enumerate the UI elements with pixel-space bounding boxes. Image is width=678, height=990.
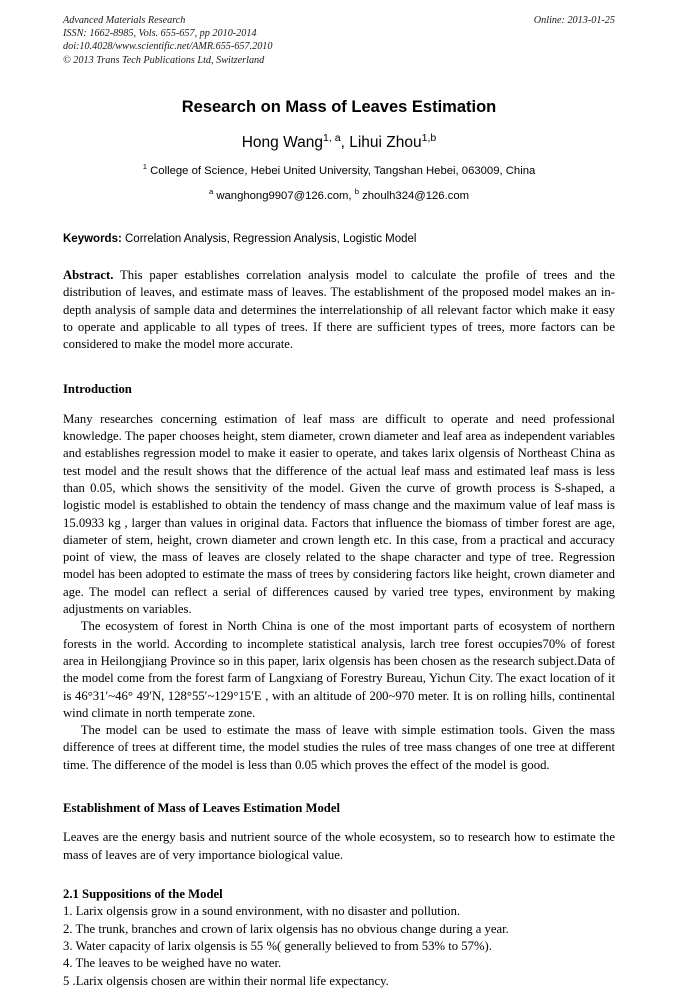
email-b[interactable]: zhoulh324@126.com	[358, 190, 470, 202]
list-item: 3. Water capacity of larix olgensis is 55 %( generally believed to from 53% to 57%).	[63, 939, 492, 954]
keywords-label: Keywords:	[63, 233, 122, 245]
email-marker-b: b	[354, 187, 359, 197]
introduction-paragraph-1: Many researches concerning estimation of leaf mass are difficult to operate and need professional knowledge. The paper chooses height, stem diameter, crown diameter and leaf area as independent variables and establishes regression model to make it easier to operate, and takes larix olgensis of Northeast China as test model and the result shows that the difference of the actual leaf mass and estimated leaf mass is less than 0.05, which shows the sensitivity of the model. Given the curve of growth process is S-shaped, a logistic model is established to obtain the tendency of mass change and the maximum value of leaf mass is 15.0933 kg , larger than values in original data. Factors that influence the biomass of timber forest are age, diameter of stem, height, crown diameter and crown length etc. In this case, from a practical and accuracy point of view, the mass of leaves are closely related to the shape character and type of tree. Regression model has been adopted to estimate the mass of trees by considering factors like height, crown diameter and age. The model can reflect a serial of differences caused by varied tree types, environment by making adjustments on variables.	[63, 411, 615, 617]
keywords-line	[63, 232, 615, 247]
journal-header	[63, 14, 615, 70]
author-separator: ,	[340, 134, 350, 151]
journal-header-left	[63, 14, 483, 67]
author-sup-2: 1,b	[421, 131, 437, 144]
issn-line: ISSN: 1662-8985, Vols. 655-657, pp 2010-2014	[63, 28, 257, 40]
affiliation-line	[63, 163, 615, 179]
list-item: 4. The leaves to be weighed have no water.	[63, 956, 282, 971]
online-date: Online: 2013-01-25	[533, 15, 615, 26]
keywords-value: Correlation Analysis, Regression Analysis, Logistic Model	[121, 233, 417, 245]
copyright-line: © 2013 Trans Tech Publications Ltd, Switzerland	[63, 54, 265, 66]
page-content	[63, 14, 615, 990]
affiliation-text: College of Science, Hebei United University, Tangshan Hebei, 063009, China	[146, 165, 536, 177]
introduction-paragraph-3: The model can be used to estimate the mass of leave with simple estimation tools. Given the mass difference of trees at different time, the model studies the rules of tree mass changes of one tree at different time. The difference of the model is less than 0.05 which proves the effect of the model is good.	[63, 723, 615, 772]
journal-name: Advanced Materials Research	[63, 15, 186, 26]
list-item: 1. Larix olgensis grow in a sound environment, with no disaster and pollution.	[63, 904, 461, 919]
introduction-heading: Introduction	[63, 382, 132, 397]
establishment-paragraph: Leaves are the energy basis and nutrient source of the whole ecosystem, so to research how to estimate the mass of leaves are of very importance biological value.	[63, 830, 615, 862]
email-marker-a: a	[208, 187, 214, 197]
abstract-text: This paper establishes correlation analysis model to calculate the profile of trees and the distribution of leaves, and estimate mass of leaves. The establishment of the proposed model makes an in-depth analysis of sample data and determines the interrelationship of all relevant factor which make it easy to operate and applicable to all types of trees. If there are sufficient types of trees, more factors can be considered to make the model more accurate.	[63, 268, 615, 352]
list-item: 5 .Larix olgensis chosen are within their normal life expectancy.	[63, 973, 389, 988]
abstract-paragraph	[63, 267, 615, 353]
email-line	[63, 188, 615, 204]
suppositions-subheading: 2.1 Suppositions of the Model	[63, 886, 223, 901]
doi-line: doi:10.4028/www.scientific.net/AMR.655-657.2010	[63, 41, 273, 53]
page-title: Research on Mass of Leaves Estimation	[181, 98, 497, 116]
establishment-heading: Establishment of Mass of Leaves Estimation Model	[63, 801, 341, 816]
list-item: 2. The trunk, branches and crown of larix olgensis has no obvious change during a year.	[63, 921, 509, 936]
introduction-paragraph-2: The ecosystem of forest in North China is one of the most important parts of ecosystem of northern forests in the world. According to incomplete statistical analysis, larch tree forest occupies70% of forest area in Heilongjiang Province so in this paper, larix olgensis has been chosen as the research subject.Data of the model come from the forest farm of Langxiang of Forestry Bureau, Yichun City. The exact location of it is 46°31′~46° 49′N, 128°55′~129°15′E , with an altitude of 200~970 meter. It is on rolling hills, continental wind climate in north temperate zone.	[63, 619, 615, 720]
abstract-label: Abstract.	[63, 268, 114, 282]
author-name-1: Hong Wang	[241, 134, 324, 151]
author-name-2: Lihui Zhou	[349, 134, 422, 151]
affiliation-marker: 1	[142, 162, 147, 172]
email-a[interactable]: wanghong9907@126.com,	[213, 190, 355, 202]
author-line	[63, 133, 615, 153]
author-sup-1: 1, a	[323, 131, 341, 144]
